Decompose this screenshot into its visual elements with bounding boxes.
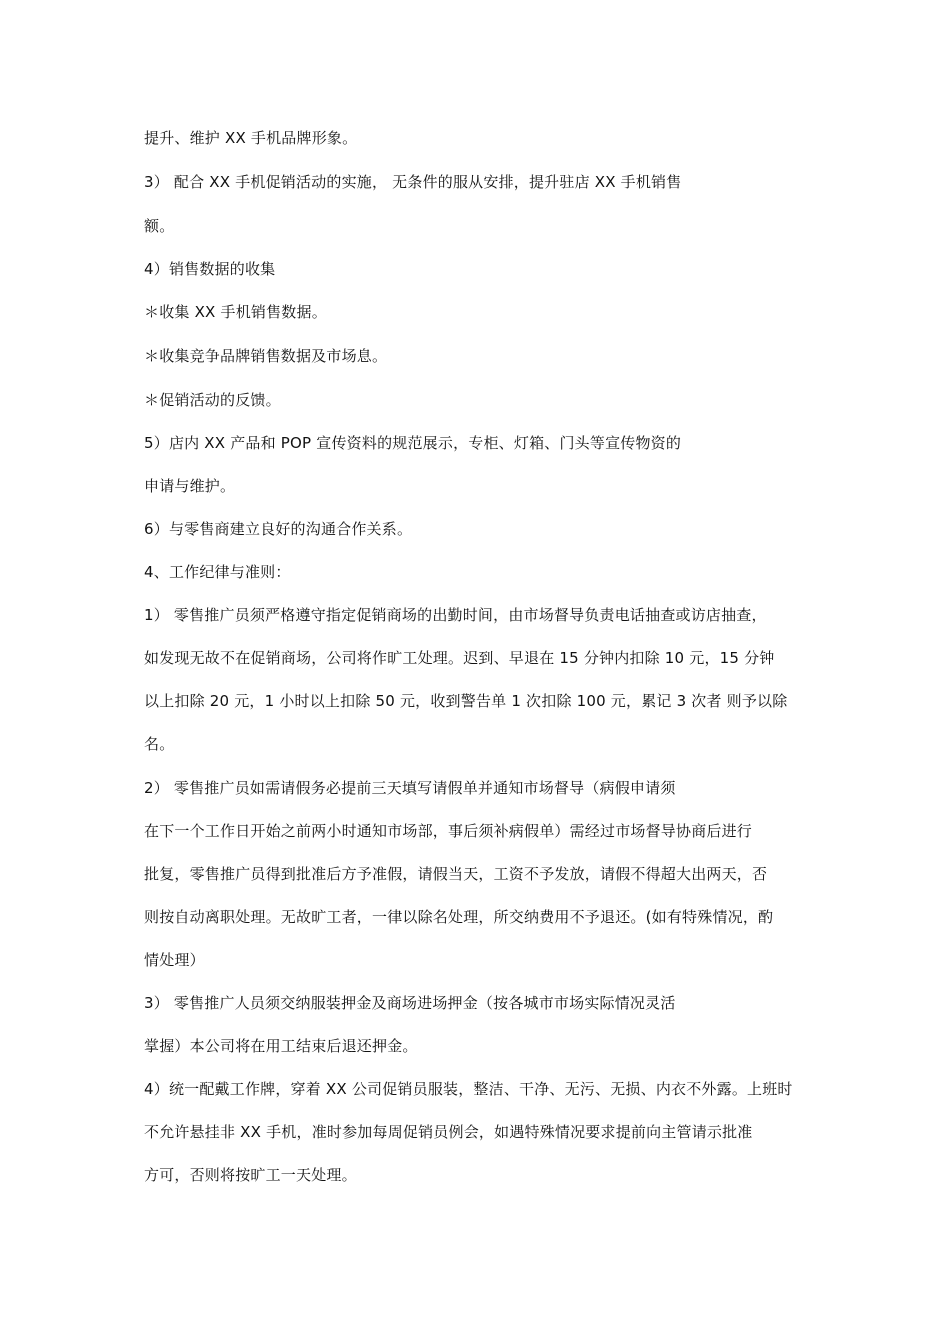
text-line: 如发现无故不在促销商场，公司将作旷工处理。迟到、早退在 15 分钟内扣除 10 元，15 分钟 xyxy=(144,649,775,667)
text-line: 5）店内 XX 产品和 POP 宣传资料的规范展示，专柜、灯箱、门头等宣传物资的 xyxy=(144,434,682,452)
text-line: 不允许悬挂非 XX 手机，准时参加每周促销员例会，如遇特殊情况要求提前向主管请示批准 xyxy=(144,1123,753,1141)
text-line: 则按自动离职处理。无故旷工者，一律以除名处理，所交纳费用不予退还。(如有特殊情况，酌 xyxy=(144,908,774,926)
text-line: 3） 配合 XX 手机促销活动的实施， 无条件的服从安排，提升驻店 XX 手机销售 xyxy=(144,173,682,191)
text-line: 3） 零售推广人员须交纳服装押金及商场进场押金（按各城市市场实际情况灵活 xyxy=(144,994,676,1012)
text-line: 额。 xyxy=(144,217,175,235)
text-line: 情处理） xyxy=(144,951,205,969)
text-line: 申请与维护。 xyxy=(144,477,236,495)
text-line: 6）与零售商建立良好的沟通合作关系。 xyxy=(144,520,413,538)
text-line: 批复，零售推广员得到批准后方予准假，请假当天，工资不予发放，请假不得超大出两天，否 xyxy=(144,865,768,883)
text-line: 在下一个工作日开始之前两小时通知市场部，事后须补病假单）需经过市场督导协商后进行 xyxy=(144,822,753,840)
text-line: ＊收集 XX 手机销售数据。 xyxy=(144,303,327,321)
text-line: 方可，否则将按旷工一天处理。 xyxy=(144,1166,357,1184)
text-line: 名。 xyxy=(144,735,175,753)
text-line: 1） 零售推广员须严格遵守指定促销商场的出勤时间，由市场督导负责电话抽查或访店抽查， xyxy=(144,606,767,624)
text-line: 4）销售数据的收集 xyxy=(144,260,276,278)
section-heading: 4、工作纪律与准则： xyxy=(144,563,291,581)
text-line: ＊促销活动的反馈。 xyxy=(144,391,281,409)
text-line: 提升、维护 XX 手机品牌形象。 xyxy=(144,129,358,147)
text-line: ＊收集竞争品牌销售数据及市场息。 xyxy=(144,347,388,365)
text-line: 4）统一配戴工作牌，穿着 XX 公司促销员服装，整洁、干净、无污、无损、内衣不外露。上班时 xyxy=(144,1080,793,1098)
text-line: 2） 零售推广员如需请假务必提前三天填写请假单并通知市场督导（病假申请须 xyxy=(144,779,676,797)
text-line: 掌握）本公司将在用工结束后退还押金。 xyxy=(144,1037,418,1055)
text-line: 以上扣除 20 元，1 小时以上扣除 50 元，收到警告单 1 次扣除 100 元，累记 3 次者 则予以除 xyxy=(144,692,788,710)
